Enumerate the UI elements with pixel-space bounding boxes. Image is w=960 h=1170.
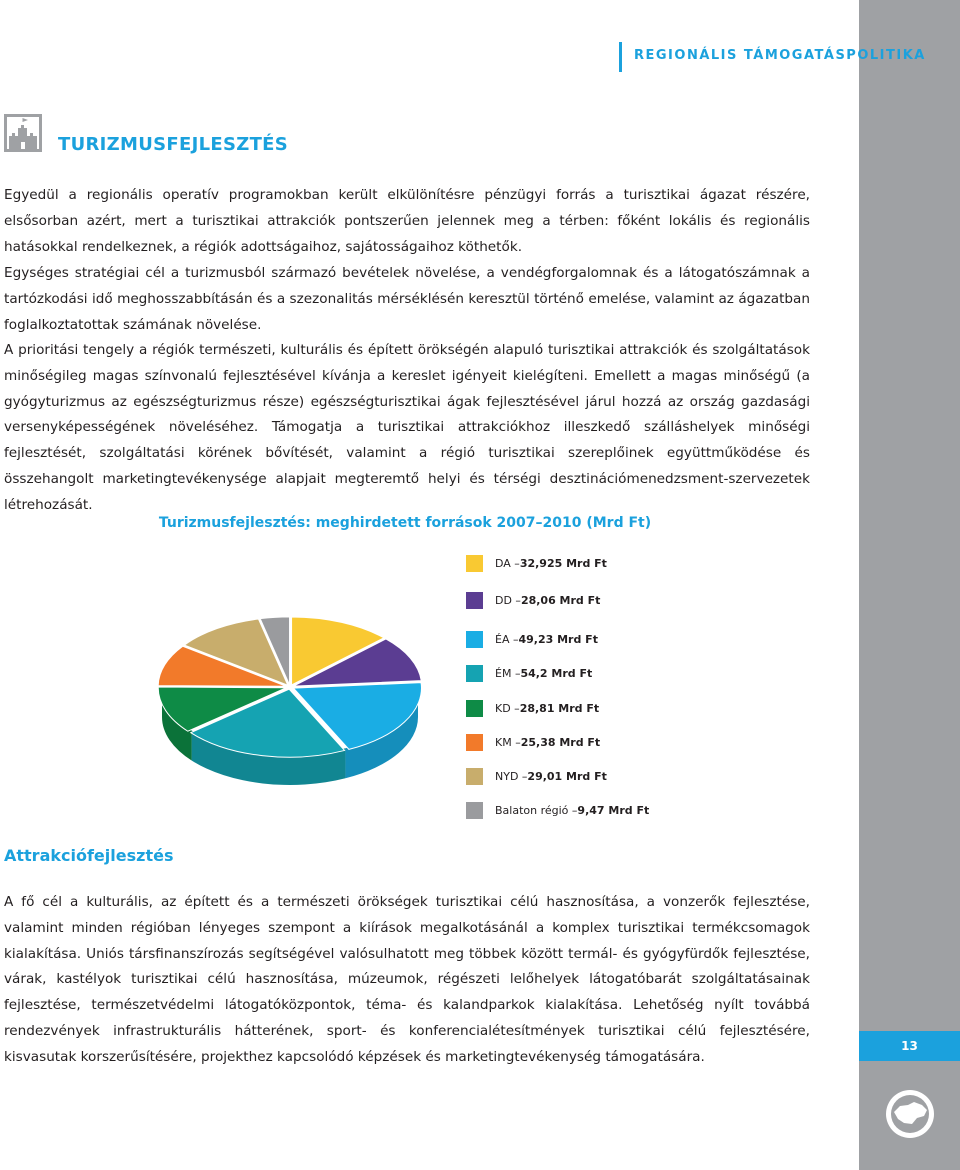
hungary-map-icon [884,1088,936,1140]
legend-value: 25,38 Mrd Ft [520,736,601,749]
legend-label: KM – [495,736,521,749]
legend-swatch [466,700,483,717]
header-rule [619,42,622,72]
legend-swatch [466,555,483,572]
legend-swatch [466,592,483,609]
legend-swatch [466,802,483,819]
chart-title: Turizmusfejlesztés: meghirdetett források 2007–2010 (Mrd Ft) [158,515,652,531]
legend-swatch [466,665,483,682]
running-head: REGIONÁLIS TÁMOGATÁSPOLITIKA [634,48,926,63]
paragraph-3: A prioritási tengely a régiók természeti, kulturális és épített örökségén alapuló turisztikai attrakciók és szolgáltatások minőségileg magas színvonalú fejlesztésével kívánja a kereslet igényeit kielégíteni. Emellett a magas minőségű (a gyógyturizmus az egészségturizmus része) egészségturisztikai ágak fejlesztésével járul hozzá az ország gazdasági versenyképességének növeléséhez. Támogatja a turisztikai attrakciókhoz illeszkedő szálláshelyek minőségi fejlesztését, szolgáltatási körének bővítését, valamint a régió turisztikai szereplőinek együttműködése és összehangolt marketingtevékenysége alapjait megteremtő helyi és térségi desztinációmenedzsment-szervezetek létrehozását. [4,342,810,513]
legend-label: KD – [495,702,520,715]
legend-value: 29,01 Mrd Ft [527,770,607,783]
legend-label: NYD – [495,770,528,783]
legend-value: 28,81 Mrd Ft [519,702,600,715]
legend-label: ÉA – [495,633,519,646]
legend-label: DA – [495,557,520,570]
pie-chart [140,595,440,795]
paragraph-1: Egyedül a regionális operatív programokban került elkülönítésre pénzügyi forrás a turisztikai ágazat részére, elsősorban azért, mert a turisztikai attrakciók pontszerűen jelennek meg a térben: főként lokális és regionális hatásokkal rendelkeznek, a régiók adottságaihoz, sajátosságaihoz köthetők. [4,187,810,255]
legend-item [466,802,649,819]
legend-label: ÉM – [495,667,521,680]
legend-swatch [466,631,483,648]
castle-icon [4,114,42,152]
legend-value: 28,06 Mrd Ft [520,594,601,607]
paragraph-2: Egységes stratégiai cél a turizmusból származó bevételek növelése, a vendégforgalomnak és a látogatószámnak a tartózkodási idő meghosszabbításán és a szezonalitás mérséklésén keresztül történő emelése, valamint az ágazatban foglalkoztatottak számának növelése. [4,265,810,333]
sidebar-band [859,0,960,1170]
legend-value: 49,23 Mrd Ft [518,633,598,646]
page-number: 13 [859,1031,960,1061]
legend-item [466,631,598,648]
legend-label: DD – [495,594,521,607]
legend-item [466,734,600,751]
legend-item [466,555,607,572]
legend-value: 9,47 Mrd Ft [577,804,650,817]
legend-item [466,592,600,609]
legend-swatch [466,768,483,785]
section-title: TURIZMUSFEJLESZTÉS [58,134,289,155]
subsection-title: Attrakciófejlesztés [4,846,174,865]
legend-label: Balaton régió – [495,804,578,817]
legend-value: 54,2 Mrd Ft [520,667,593,680]
paragraph-4: A fő cél a kulturális, az épített és a természeti örökségek turisztikai célú hasznosítása, a vonzerők fejlesztése, valamint minden régióban lényeges szempont a kiírások megalkotásánál a komplex turisztikai termékcsomagok kialakítása. Uniós társfinanszírozás segítségével valósulhatott meg többek között termál- és gyógyfürdők fejlesztése, várak, kastélyok turisztikai célú hasznosítása, múzeumok, régészeti lelőhelyek látogatóbarát szolgáltatásainak fejlesztése, természetvédelmi látogatóközpontok, téma- és kalandparkok kialakítása. Lehetőség nyílt továbbá rendezvények infrastrukturális hátterének, sport- és konferencialétesítmények turisztikai célú fejlesztésére, kisvasutak korszerűsítésére, projekthez kapcsolódó képzések és marketingtevékenység támogatására. [4,894,810,1065]
legend-item [466,665,592,682]
legend-value: 32,925 Mrd Ft [519,557,607,570]
legend-swatch [466,734,483,751]
legend-item [466,768,607,785]
legend-item [466,700,599,717]
